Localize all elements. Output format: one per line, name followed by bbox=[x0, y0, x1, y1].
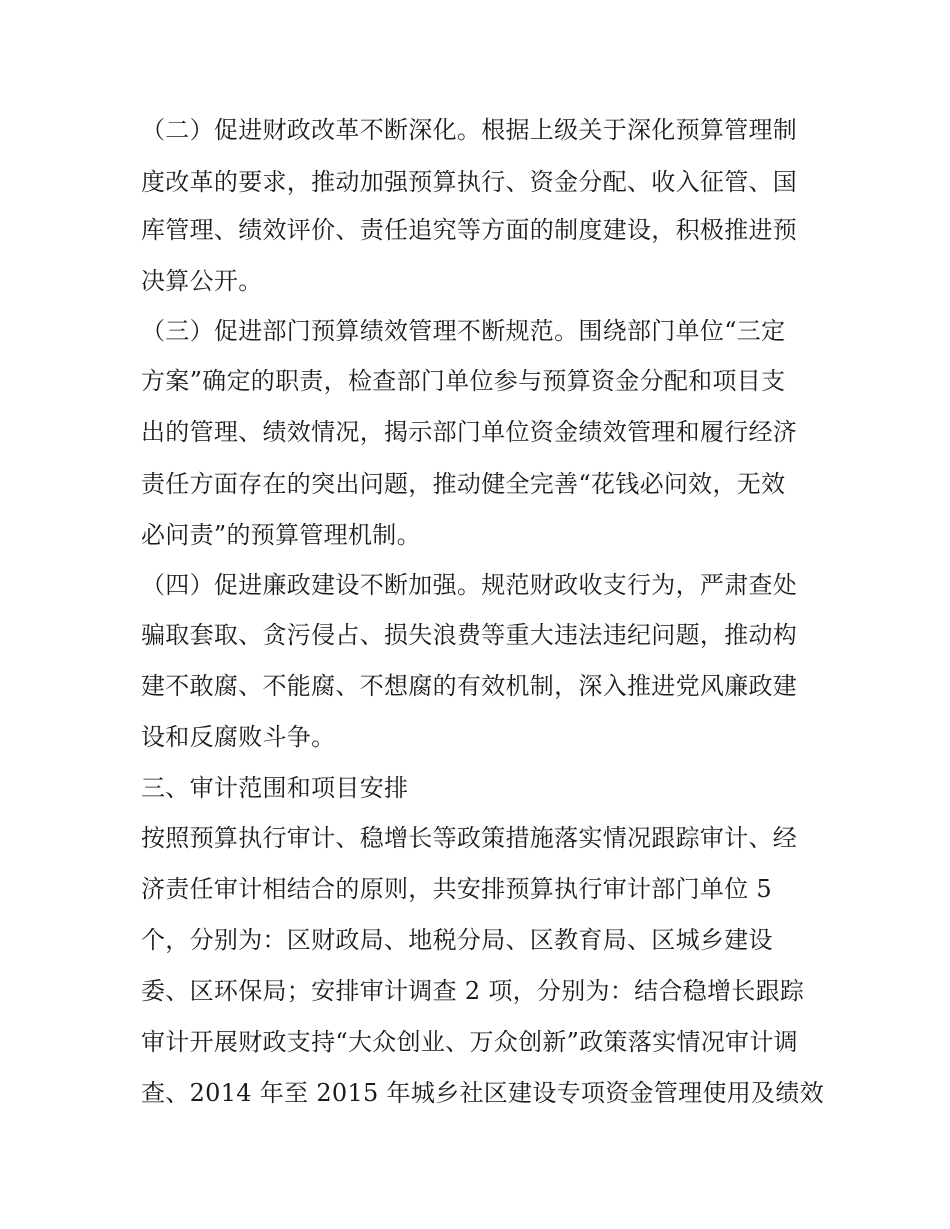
section-3-heading: 三、审计范围和项目安排 bbox=[141, 774, 409, 802]
section-3-line-6: 查、2014 年至 2015 年城乡社区建设专项资金管理使用及绩效 bbox=[141, 1079, 824, 1107]
section-3-line-4: 委、区环保局；安排审计调查 2 项，分别为：结合稳增长跟踪 bbox=[141, 977, 805, 1005]
paragraph-4-line-3: 建不敢腐、不能腐、不想腐的有效机制，深入推进党风廉政建 bbox=[141, 672, 798, 700]
paragraph-3-line-5: 必问责”的预算管理机制。 bbox=[141, 521, 421, 549]
section-3-line-3: 个，分别为：区财政局、地税分局、区教育局、区城乡建设 bbox=[141, 926, 773, 954]
paragraph-4-line-2: 骗取套取、贪污侵占、损失浪费等重大违法违纪问题，推动构 bbox=[141, 621, 798, 649]
section-3-line-1: 按照预算执行审计、稳增长等政策措施落实情况跟踪审计、经 bbox=[141, 824, 798, 852]
paragraph-3-line-3: 出的管理、绩效情况，揭示部门单位资金绩效管理和履行经济 bbox=[141, 418, 798, 446]
section-3-line-2: 济责任审计相结合的原则，共安排预算执行审计部门单位 5 bbox=[141, 875, 772, 903]
paragraph-4-line-4: 设和反腐败斗争。 bbox=[141, 723, 336, 751]
paragraph-3-line-2: 方案”确定的职责，检查部门单位参与预算资金分配和项目支 bbox=[141, 367, 786, 395]
paragraph-2-line-3: 库管理、绩效评价、责任追究等方面的制度建设，积极推进预 bbox=[141, 216, 798, 244]
paragraph-3-line-4: 责任方面存在的突出问题，推动健全完善“花钱必问效，无效 bbox=[141, 470, 786, 498]
paragraph-4-line-1: （四）促进廉政建设不断加强。规范财政收支行为，严肃查处 bbox=[141, 571, 798, 599]
paragraph-2-line-1: （二）促进财政改革不断深化。根据上级关于深化预算管理制 bbox=[141, 116, 798, 144]
paragraph-3-line-1: （三）促进部门预算绩效管理不断规范。围绕部门单位“三定 bbox=[141, 317, 786, 345]
paragraph-2-line-4: 决算公开。 bbox=[141, 267, 263, 295]
section-3-line-5: 审计开展财政支持“大众创业、万众创新”政策落实情况审计调 bbox=[141, 1028, 798, 1056]
paragraph-2-line-2: 度改革的要求，推动加强预算执行、资金分配、收入征管、国 bbox=[141, 168, 798, 196]
